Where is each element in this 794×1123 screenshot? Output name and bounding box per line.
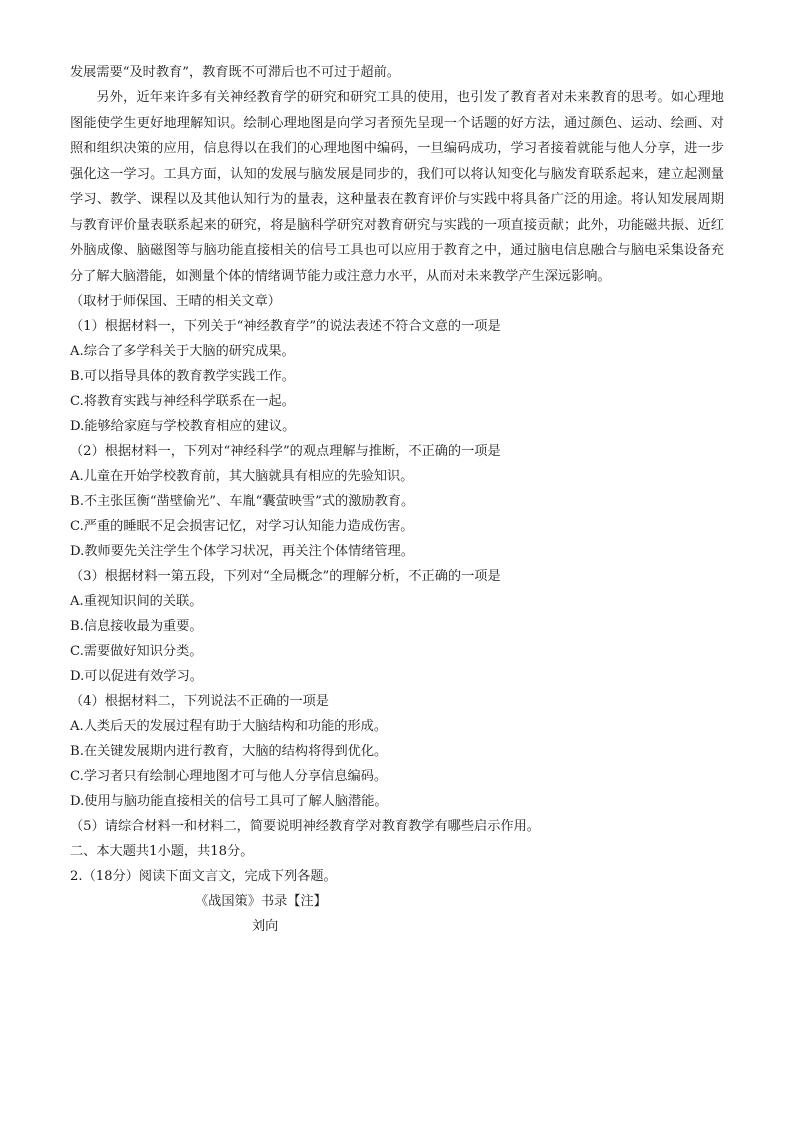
- option-a: A.重视知识间的关联。: [70, 594, 203, 609]
- option-a: A.儿童在开始学校教育前，其大脑就具有相应的先验知识。: [70, 469, 414, 484]
- source-citation: （取材于师保国、王晴的相关文章）: [70, 294, 281, 309]
- question-stem: （5）请综合材料一和材料二，简要说明神经教育学对教育教学有哪些启示作用。: [70, 819, 540, 834]
- option-a: A.人类后天的发展过程有助于大脑结构和功能的形成。: [70, 719, 388, 734]
- passage-title: 《战国策》书录【注】: [195, 894, 327, 909]
- option-a: A.综合了多学科关于大脑的研究成果。: [70, 344, 295, 359]
- section-intro: 2.（18分）阅读下面文言文，完成下列各题。: [70, 869, 337, 884]
- option-b: B.在关键发展期内进行教育，大脑的结构将得到优化。: [70, 744, 388, 759]
- option-d: D.使用与脑功能直接相关的信号工具可了解人脑潜能。: [70, 794, 388, 809]
- passage-author: 刘向: [252, 919, 279, 934]
- paragraph-neuroeducation-future: 另外，近年来许多有关神经教育学的研究和研究工具的使用，也引发了教育者对未来教育的思考。如心理地图能使学生更好地理解知识。绘制心理地图是向学习者预先呈现一个话题的好方法，通过颜色、运动、绘画、对照和组织决策的应用，信息得以在我们的心理地图中编码，一旦编码成功，学习者接着就能与他人分享，进一步强化这一学习。工具方面，认知的发展与脑发展是同步的，我们可以将认知变化与脑发育联系起来，建立起测量学习、教学、课程以及其他认知行为的量表，这种量表在教育评价与实践中将具备广泛的用途。将认知发展周期与教育评价量表联系起来的研究，将是脑科学研究对教育研究与实践的一项直接贡献；此外，功能磁共振、近红外脑成像、脑磁图等与脑功能直接相关的信号工具也可以应用于教育之中，通过脑电信息融合与脑电采集设备充分了解大脑潜能，如测量个体的情绪调节能力或注意力水平，从而对未来教学产生深远影响。: [70, 90, 724, 284]
- option-b: B.信息接收最为重要。: [70, 619, 203, 634]
- option-b: B.不主张匡衡“凿壁偷光”、车胤“囊萤映雪”式的激励教育。: [70, 494, 415, 509]
- question-3: [70, 564, 724, 689]
- option-b: B.可以指导具体的教育教学实践工作。: [70, 369, 295, 384]
- question-stem: （1）根据材料一，下列关于“神经教育学”的说法表述不符合文意的一项是: [70, 319, 501, 334]
- question-2: [70, 439, 724, 564]
- option-d: D.可以促进有效学习。: [70, 669, 203, 684]
- question-stem: （2）根据材料一，下列对“神经科学”的观点理解与推断，不正确的一项是: [70, 444, 501, 459]
- section-heading: 二、本大题共1小题，共18分。: [70, 844, 254, 859]
- question-5: [70, 814, 724, 839]
- question-stem: （3）根据材料一第五段，下列对“全局概念”的理解分析，不正确的一项是: [70, 569, 501, 584]
- option-c: C.将教育实践与神经科学联系在一起。: [70, 394, 295, 409]
- option-d: D.教师要先关注学生个体学习状况，再关注个体情绪管理。: [70, 544, 414, 559]
- question-stem: （4）根据材料二，下列说法不正确的一项是: [70, 694, 329, 709]
- option-c: C.学习者只有绘制心理地图才可与他人分享信息编码。: [70, 769, 388, 784]
- option-d: D.能够给家庭与学校教育相应的建议。: [70, 419, 296, 434]
- option-c: C.需要做好知识分类。: [70, 644, 203, 659]
- option-c: C.严重的睡眠不足会损害记忆，对学习认知能力造成伤害。: [70, 519, 414, 534]
- question-4: [70, 689, 724, 814]
- question-1: [70, 314, 724, 439]
- text-line: 发展需要“及时教育”，教育既不可滞后也不可过于超前。: [70, 65, 400, 80]
